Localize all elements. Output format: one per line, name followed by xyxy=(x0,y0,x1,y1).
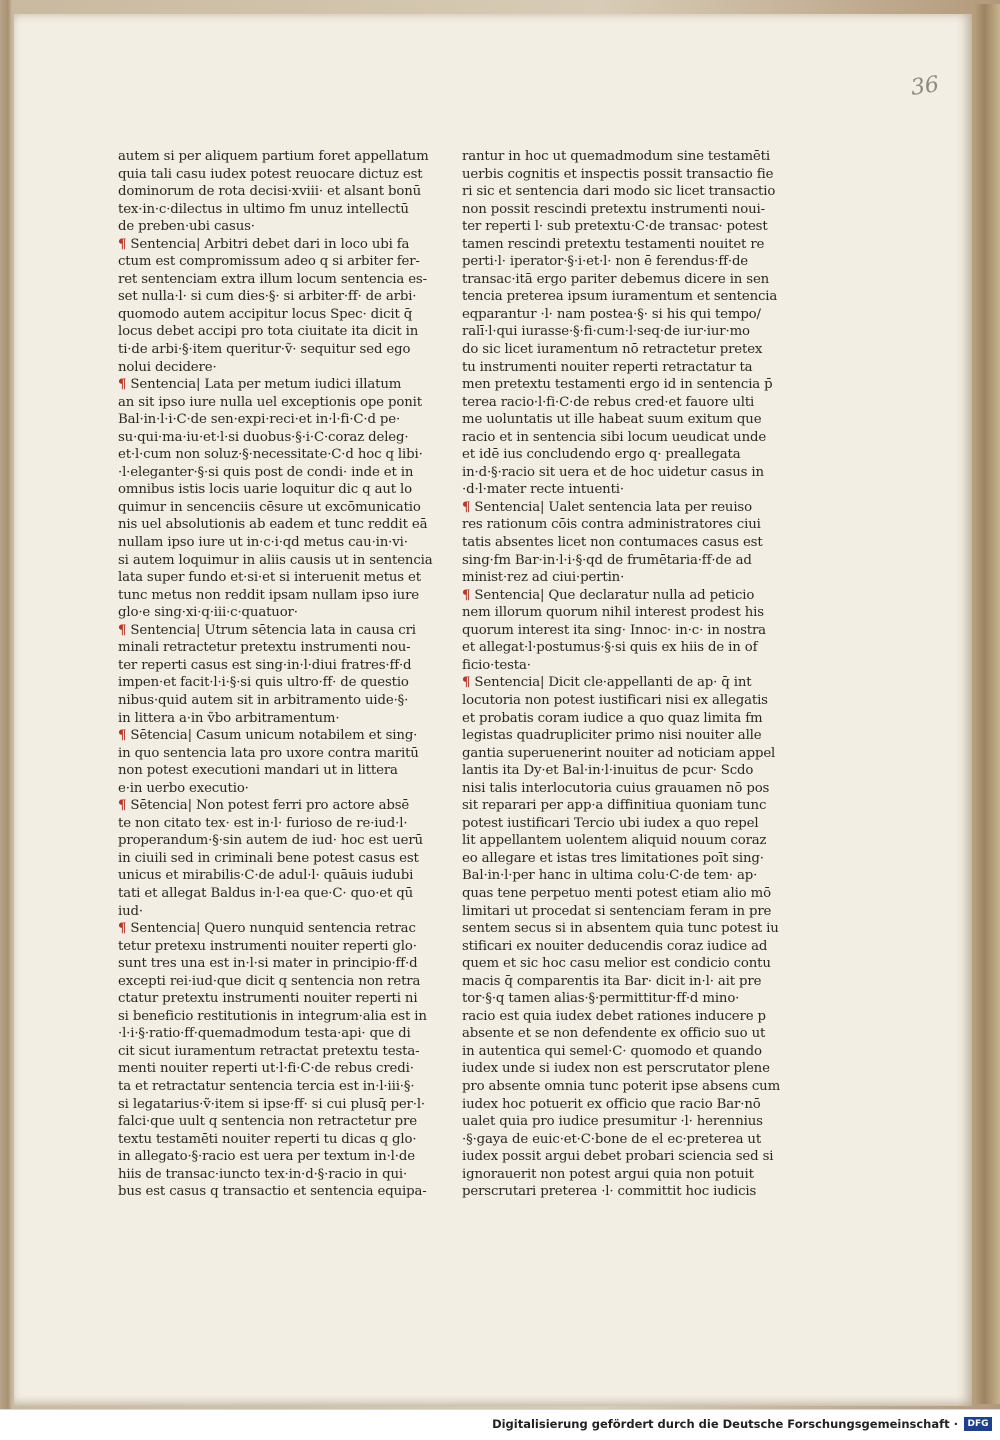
text-line: bus est casus q transactio et sentencia equipa- xyxy=(118,1184,427,1200)
text-line: non potest executioni mandari ut in littera xyxy=(118,763,398,779)
paragraph-mark: ¶ xyxy=(118,236,127,252)
text-line: perscrutari preterea ·l· committit hoc iudicis xyxy=(462,1184,757,1200)
text-line: ¶ Sētencia| Non potest ferri pro actore absē xyxy=(118,798,410,814)
text-line: unicus et mirabilis·C·de adul·l· quāuis iudubi xyxy=(118,868,414,884)
text-line: ctum est compromissum adeo q si arbiter fer- xyxy=(118,254,420,270)
text-line: minali retractetur pretextu instrumenti nou- xyxy=(118,640,411,656)
text-line: omnibus istis locis uarie loquitur dic q aut lo xyxy=(118,482,413,498)
text-line: quia tali casu iudex potest reuocare dictuz est xyxy=(118,166,423,182)
text-line: limitari ut procedat si sentenciam feram in pre xyxy=(462,903,772,919)
text-line: tetur pretexu instrumenti nouiter reperti glo· xyxy=(118,938,417,954)
text-line: ti·de arbi·§·item queritur·ṽ· sequitur sed ego xyxy=(118,342,411,358)
text-line: set nulla·l· si cum dies·§· si arbiter·ff· de arbi· xyxy=(118,289,417,305)
paragraph-mark: ¶ xyxy=(462,499,471,515)
text-line: menti nouiter reperti ut·l·fi·C·de rebus credi· xyxy=(118,1061,414,1077)
text-line: ri sic et sentencia dari modo sic licet transactio xyxy=(462,184,776,200)
text-line: iudex hoc potuerit ex officio que racio Bar·nō xyxy=(462,1096,761,1112)
text-line: eqparantur ·l· nam postea·§· si his qui tempo/ xyxy=(462,306,761,322)
paragraph-mark: ¶ xyxy=(462,675,471,691)
text-line: absente et se non defendente ex officio suo ut xyxy=(462,1026,766,1042)
text-line: an sit ipso iure nulla uel exceptionis ope ponit xyxy=(118,394,422,410)
text-line: et allegat·l·postumus·§·si quis ex hiis de in of xyxy=(462,640,758,656)
paragraph-mark: ¶ xyxy=(118,622,127,638)
text-line: quas tene perpetuo menti potest etiam alio mō xyxy=(462,885,771,901)
text-line: legistas quadrupliciter primo nisi nouiter alle xyxy=(462,728,762,744)
text-line: perti·l· iperator·§·i·et·l· non ē ferendus·ff·de xyxy=(462,254,749,270)
text-line: lata super fundo et·si·et si interuenit metus et xyxy=(118,570,421,586)
paragraph-mark: ¶ xyxy=(462,587,471,603)
text-line: non possit rescindi pretextu instrumenti noui- xyxy=(462,201,765,217)
text-line: impen·et facit·l·i·§·si quis ultro·ff· de questio xyxy=(118,675,409,691)
text-line: ta et retractatur sentencia tercia est in·l·iii·§· xyxy=(118,1078,415,1094)
text-line: pro absente omnia tunc poterit ipse absens cum xyxy=(462,1078,781,1094)
text-line: potest iustificari Tercio ubi iudex a quo repel xyxy=(462,815,759,831)
text-line: glo·e sing·xi·q·iii·c·quatuor· xyxy=(118,605,298,621)
text-line: racio et in sentencia sibi locum ueudicat unde xyxy=(462,429,767,445)
text-line: in ciuili sed in criminali bene potest casus est xyxy=(118,850,419,866)
text-line: in autentica qui semel·C· quomodo et quando xyxy=(462,1043,762,1059)
text-line: dominorum de rota decisi·xviii· et alsant bonū xyxy=(118,184,422,200)
text-line: men pretextu testamenti ergo id in sentencia p̄ xyxy=(462,377,773,393)
text-line: et idē ius concludendo ergo q· preallegata xyxy=(462,447,741,463)
text-line: properandum·§·sin autem de iud· hoc est uerū xyxy=(118,833,423,849)
text-line: ¶ Sentencia| Ualet sentencia lata per reuiso xyxy=(462,499,752,515)
text-column-left xyxy=(118,148,433,1201)
text-line: ¶ Sentencia| Que declaratur nulla ad peticio xyxy=(462,587,755,603)
text-line: ¶ Sentencia| Lata per metum iudici illatum xyxy=(118,377,402,393)
text-line: do sic licet iuramentum nō retractetur pretex xyxy=(462,342,763,358)
dfg-logo: DFG xyxy=(964,1417,992,1431)
text-line: ter reperti l· sub pretextu·C·de transac· potest xyxy=(462,219,768,235)
folio-number: 36 xyxy=(909,72,941,101)
text-line: terea racio·l·fi·C·de rebus cred·et fauore ulti xyxy=(462,394,755,410)
text-line: nullam ipso iure ut in·c·i·qd metus cau·in·vi· xyxy=(118,535,408,551)
text-line: stificari ex nouiter deducendis coraz iudice ad xyxy=(462,938,768,954)
text-line: rantur in hoc ut quemadmodum sine testamēti xyxy=(462,149,770,164)
text-line: ¶ Sentencia| Dicit cle·appellanti de ap· q̄ int xyxy=(462,675,752,691)
text-line: iudex possit argui debet probari sciencia sed si xyxy=(462,1149,774,1165)
text-line: ¶ Sētencia| Casum unicum notabilem et sing· xyxy=(118,728,418,744)
text-line: ter reperti casus est sing·in·l·diui fratres·ff·d xyxy=(118,657,412,673)
text-line: Bal·in·l·i·C·de sen·expi·reci·et in·l·fi·C·d pe· xyxy=(118,412,401,428)
text-line: minist·rez ad ciui·pertin· xyxy=(462,570,625,586)
text-line: me uoluntatis ut ille habeat suum exitum que xyxy=(462,412,762,428)
text-line: ralī·l·qui iurasse·§·fi·cum·l·seq·de iur·iur·mo xyxy=(462,324,750,340)
text-line: si legatarius·ṽ·item si ipse·ff· si cui plusq̄ per·l· xyxy=(118,1096,426,1112)
text-line: nem illorum quorum nihil interest prodest his xyxy=(462,605,764,621)
text-line: e·in uerbo executio· xyxy=(118,780,249,796)
text-line: tex·in·c·dilectus in ultimo fm unuz intellectū xyxy=(118,201,409,217)
text-line: ctatur pretextu instrumenti nouiter reperti ni xyxy=(118,991,418,1007)
text-line: hiis de transac·iuncto tex·in·d·§·racio in qui· xyxy=(118,1166,408,1182)
text-line: in allegato·§·racio est uera per textum in·l·de xyxy=(118,1149,415,1165)
footer-bar xyxy=(0,1409,1000,1440)
text-line: tor·§·q tamen alias·§·permittitur·ff·d mino· xyxy=(462,991,740,1007)
text-line: quimur in sencenciis cēsure ut excōmunicatio xyxy=(118,499,421,515)
text-line: ¶ Sentencia| Quero nunquid sentencia retrac xyxy=(118,921,416,937)
text-line: uerbis cognitis et inspectis possit transactio fie xyxy=(462,166,774,182)
text-line: ·§·gaya de euic·et·C·bone de el ec·preterea ut xyxy=(462,1131,762,1147)
text-line: tamen rescindi pretextu testamenti nouitet re xyxy=(462,236,765,252)
text-line: si beneficio restitutionis in integrum·alia est in xyxy=(118,1008,427,1024)
text-line: tu instrumenti nouiter reperti retractatur ta xyxy=(462,359,753,375)
text-line: locus debet accipi pro tota ciuitate ita dicit in xyxy=(118,324,419,340)
text-line: te non citato tex· est in·l· furioso de re·iud·l· xyxy=(118,815,408,831)
text-line: ignorauerit non potest argui quia non potuit xyxy=(462,1166,754,1182)
text-line: ·l·i·§·ratio·ff·quemadmodum testa·api· que di xyxy=(118,1026,411,1042)
text-line: falci·que uult q sentencia non retractetur pre xyxy=(118,1114,417,1130)
text-line: sunt tres una est in·l·si mater in principio·ff·d xyxy=(118,956,418,972)
text-line: et·l·cum non soluz·§·necessitate·C·d hoc q libi· xyxy=(118,447,423,463)
text-line: sentem secus si in absentem quia tunc potest iu xyxy=(462,921,779,937)
text-line: locutoria non potest iustificari nisi ex allegatis xyxy=(462,692,768,708)
text-line: Bal·in·l·per hanc in ultima colu·C·de tem· ap· xyxy=(462,868,758,884)
text-line: si autem loquimur in aliis causis ut in sentencia xyxy=(118,552,433,568)
text-line: su·qui·ma·iu·et·l·si duobus·§·i·C·coraz deleg· xyxy=(118,429,409,445)
text-line: in quo sentencia lata pro uxore contra maritū xyxy=(118,745,419,761)
text-line: ·d·l·mater recte intuenti· xyxy=(462,482,624,498)
text-line: tunc metus non reddit ipsam nullam ipso iure xyxy=(118,587,420,603)
paragraph-mark: ¶ xyxy=(118,921,127,937)
text-line: res rationum cōis contra administratores ciui xyxy=(462,517,761,533)
text-line: sing·fm Bar·in·l·i·§·qd de frumētaria·ff·de ad xyxy=(462,552,752,568)
text-line: quorum interest ita sing· Innoc· in·c· in nostra xyxy=(462,622,766,638)
text-line: eo allegare et istas tres limitationes poīt sing· xyxy=(462,850,764,866)
text-line: textu testamēti nouiter reperti tu dicas q glo· xyxy=(118,1131,417,1147)
text-column-right xyxy=(462,148,781,1201)
text-line: et probatis coram iudice a quo quaz limita fm xyxy=(462,710,763,726)
text-line: in littera a·in ṽbo arbitramentum· xyxy=(118,710,340,726)
funding-credit: Digitalisierung gefördert durch die Deutsche Forschungsgemeinschaft · xyxy=(492,1417,958,1431)
text-line: iud· xyxy=(118,903,143,919)
text-line: tencia preterea ipsum iuramentum et sentencia xyxy=(462,289,778,305)
text-line: iudex unde si iudex non est perscrutator plene xyxy=(462,1061,770,1077)
text-line: nis uel absolutionis ab eadem et tunc reddit eā xyxy=(118,517,428,533)
text-line: nisi talis interlocutoria cuius grauamen nō pos xyxy=(462,780,770,796)
text-line: ¶ Sentencia| Utrum sētencia lata in causa cri xyxy=(118,622,416,638)
text-line: nolui decidere· xyxy=(118,359,217,375)
text-line: ret sentenciam extra illum locum sentencia es- xyxy=(118,271,427,287)
text-line: quem et sic hoc casu melior est condicio contu xyxy=(462,956,771,972)
text-line: autem si per aliquem partium foret appellatum xyxy=(118,149,429,164)
text-line: nibus·quid autem sit in arbitramento uide·§· xyxy=(118,692,409,708)
book-edge xyxy=(974,4,1000,1404)
text-line: lantis ita Dy·et Bal·in·l·inuitus de pcur· Scdo xyxy=(462,763,754,779)
text-line: racio est quia iudex debet rationes inducere p xyxy=(462,1008,766,1024)
text-line: macis q̄ comparentis ita Bar· dicit in·l· ait pre xyxy=(462,973,762,989)
text-line: lit appellantem uolentem aliquid nouum coraz xyxy=(462,833,767,849)
text-line: in·d·§·racio sit uera et de hoc uidetur casus in xyxy=(462,464,764,480)
paragraph-mark: ¶ xyxy=(118,728,127,744)
text-line: ficio·testa· xyxy=(462,657,531,673)
paragraph-mark: ¶ xyxy=(118,377,127,393)
text-line: ualet quia pro iudice presumitur ·l· herennius xyxy=(462,1114,763,1130)
text-line: tati et allegat Baldus in·l·ea que·C· quo·et qū xyxy=(118,885,414,901)
text-line: transac·itā ergo pariter debemus dicere in sen xyxy=(462,271,770,287)
text-line: de preben·ubi casus· xyxy=(118,219,255,235)
paragraph-mark: ¶ xyxy=(118,798,127,814)
text-line: excepti rei·iud·que dicit q sentencia non retra xyxy=(118,973,421,989)
text-line: tatis absentes licet non contumaces casus est xyxy=(462,535,763,551)
text-line: cit sicut iuramentum retractat pretextu testa- xyxy=(118,1043,420,1059)
text-line: quomodo autem accipitur locus Spec· dicit q̄ xyxy=(118,306,413,322)
text-line: ·l·eleganter·§·si quis post de condi· inde et in xyxy=(118,464,414,480)
text-line: ¶ Sentencia| Arbitri debet dari in loco ubi fa xyxy=(118,236,410,252)
text-line: sit reparari per app·a diffinitiua quoniam tunc xyxy=(462,798,767,814)
text-line: gantia superuenerint nouiter ad noticiam appel xyxy=(462,745,776,761)
